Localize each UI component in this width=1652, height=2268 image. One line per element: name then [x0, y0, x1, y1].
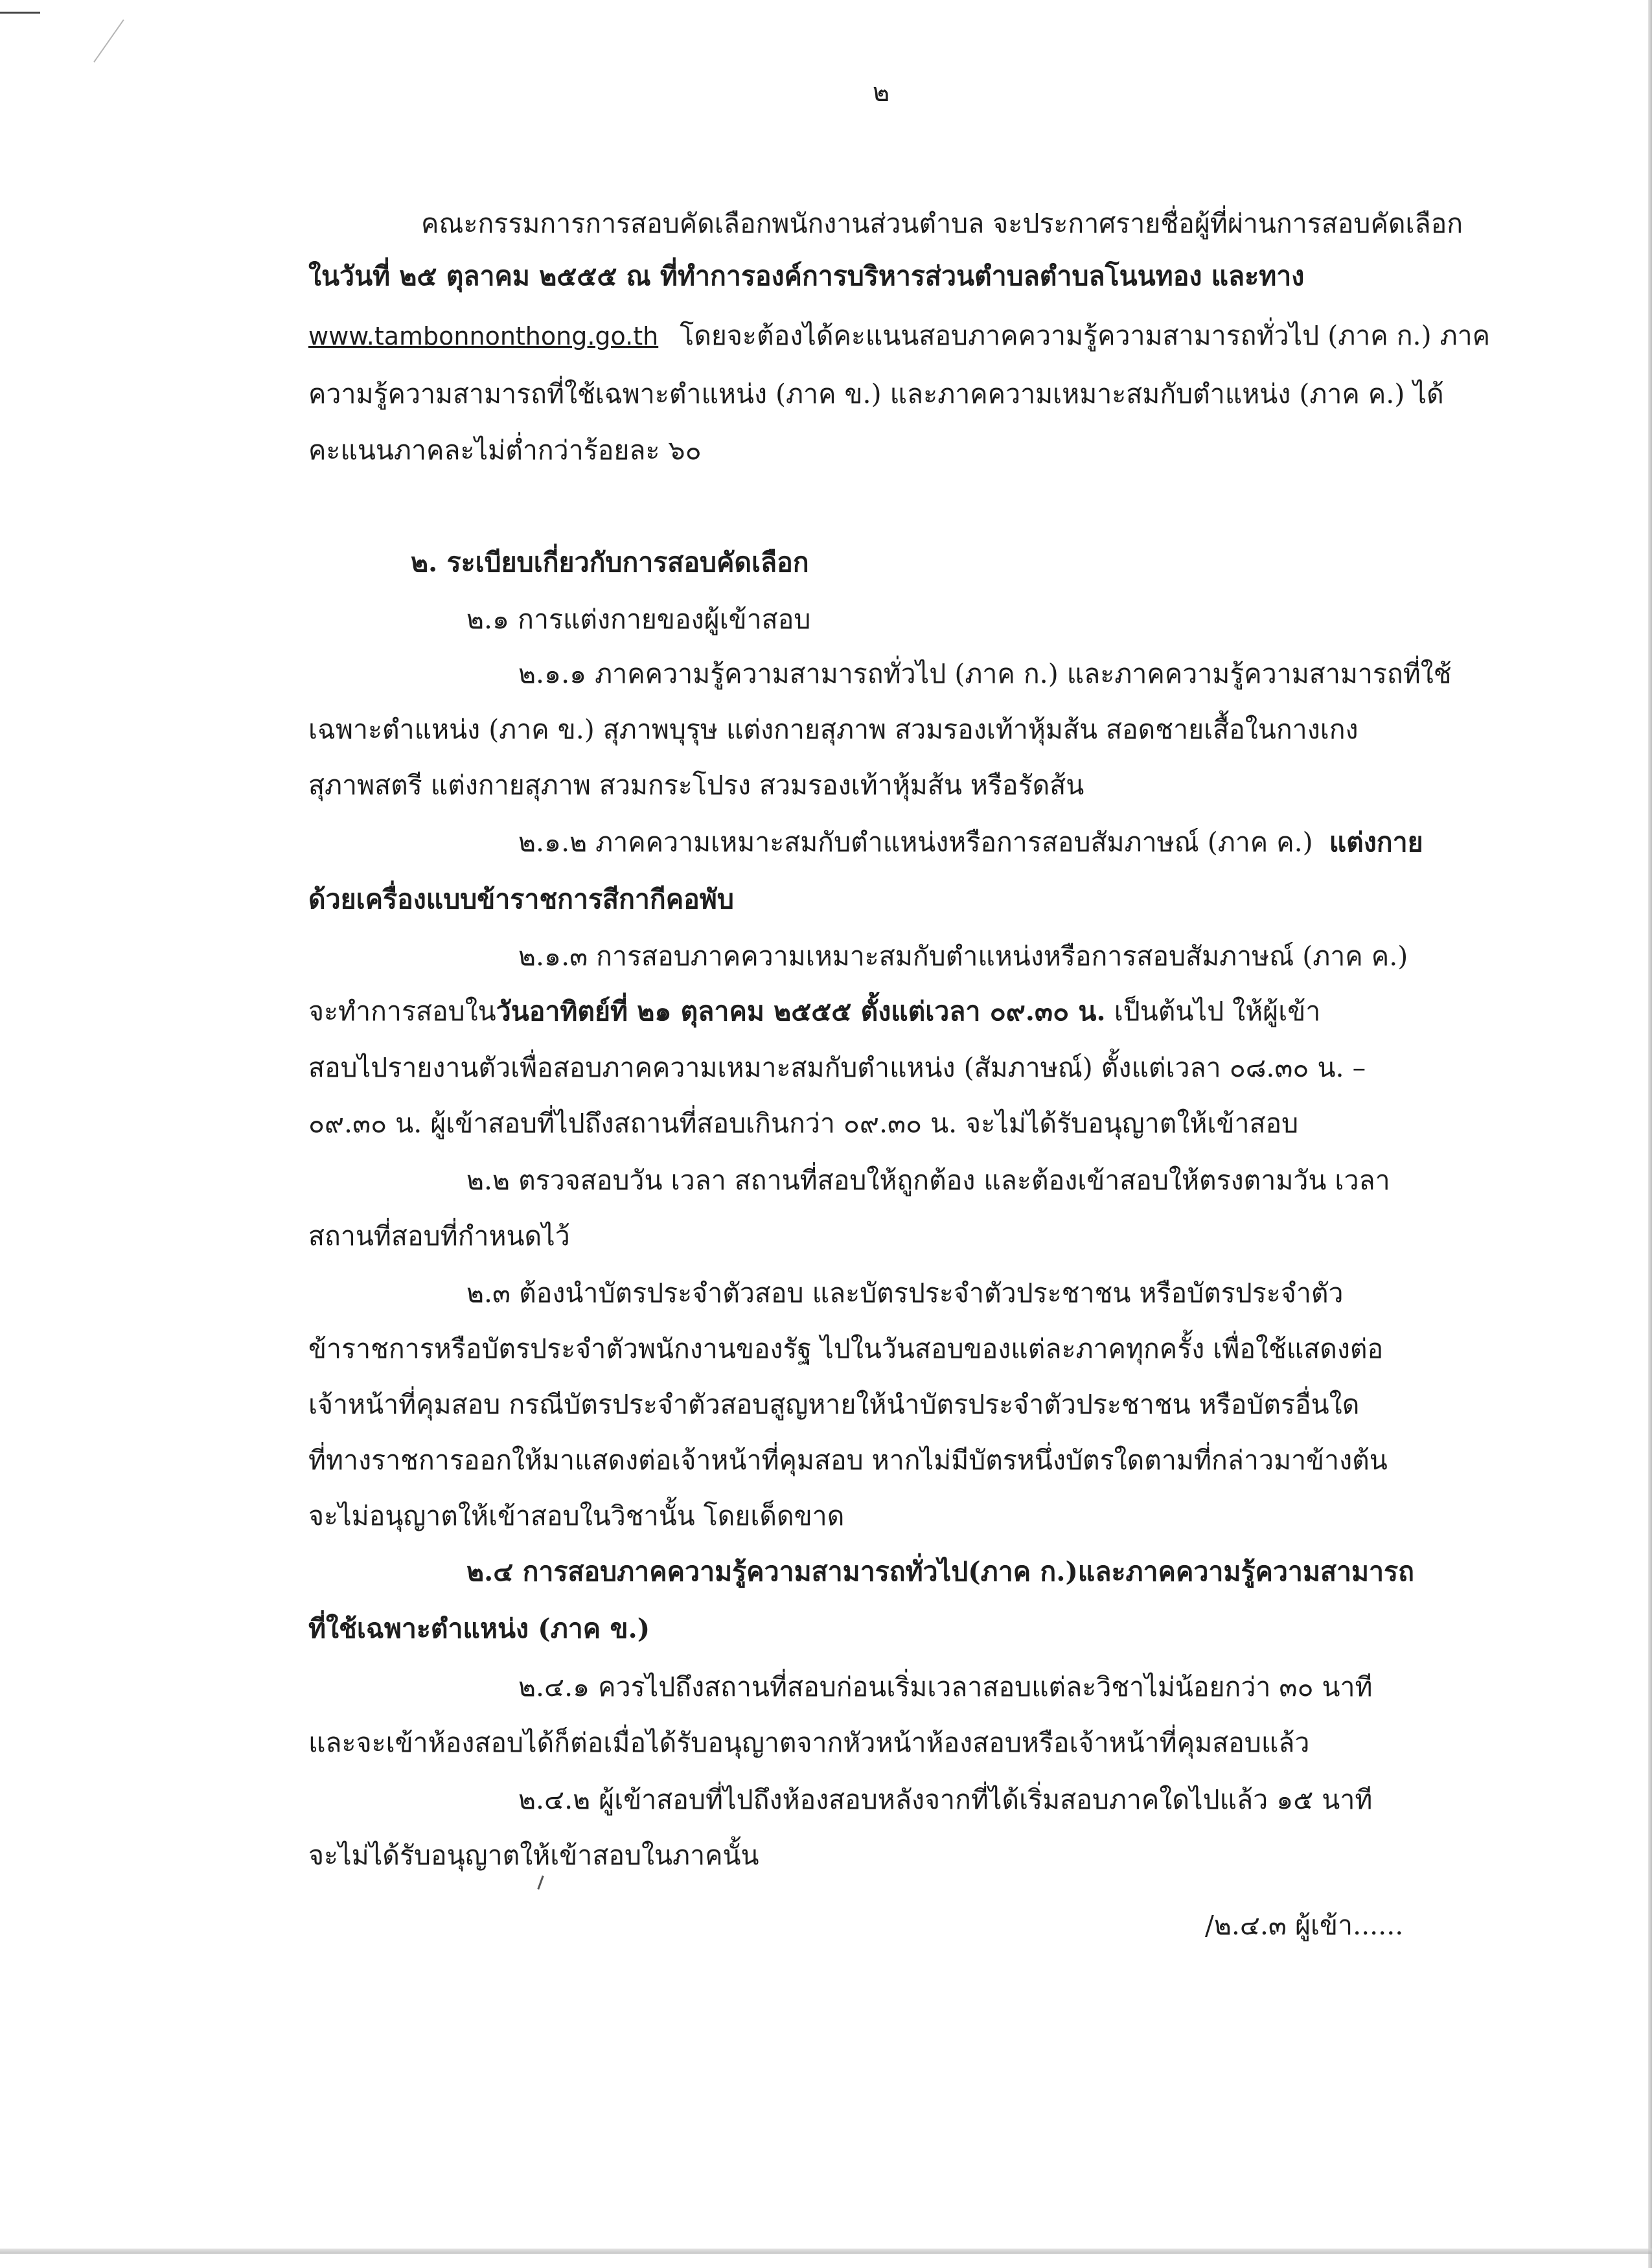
section-2-1-2-bold: แต่งกาย [1329, 827, 1423, 858]
intro-line-2: ในวันที่ ๒๕ ตุลาคม ๒๕๕๕ ณ ที่ทำการองค์การบริหารส่วนตำบลตำบลโนนทอง และทาง [308, 260, 1305, 292]
section-2-1-1-line-1: ๒.๑.๑ ภาคความรู้ความสามารถทั่วไป (ภาค ก.) และภาคความรู้ความสามารถที่ใช้ [518, 658, 1452, 689]
section-2-heading: ๒. ระเบียบเกี่ยวกับการสอบคัดเลือก [411, 547, 809, 578]
section-2-4-line-1: ๒.๔ การสอบภาคความรู้ความสามารถทั่วไป(ภาค ก.)และภาคความรู้ความสามารถ [466, 1556, 1414, 1587]
website-link[interactable]: www.tambonnonthong.go.th [308, 322, 659, 350]
scan-edge-bottom [0, 2249, 1652, 2254]
section-2-1-3-line-4: ๐๙.๓๐ น. ผู้เข้าสอบที่ไปถึงสถานที่สอบเกินกว่า ๐๙.๓๐ น. จะไม่ได้รับอนุญาตให้เข้าสอบ [308, 1108, 1299, 1139]
section-2-1-2-line-2: ด้วยเครื่องแบบข้าราชการสีกากีคอพับ [308, 884, 734, 915]
scan-edge-right [1648, 0, 1652, 2268]
intro-line-1: คณะกรรมการการสอบคัดเลือกพนักงานส่วนตำบล จะประกาศรายชื่อผู้ที่ผ่านการสอบคัดเลือก [421, 208, 1463, 239]
section-2-4-1-line-2: และจะเข้าห้องสอบได้ก็ต่อเมื่อได้รับอนุญาตจากหัวหน้าห้องสอบหรือเจ้าหน้าที่คุมสอบแล้ว [308, 1727, 1310, 1758]
section-2-4-2-line-2: จะไม่ได้รับอนุญาตให้เข้าสอบในภาคนั้น [308, 1840, 759, 1871]
section-2-3-line-2: ข้าราชการหรือบัตรประจำตัวพนักงานของรัฐ ไปในวันสอบของแต่ละภาคทุกครั้ง เพื่อใช้แสดงต่อ [308, 1333, 1384, 1364]
intro-line-4: ความรู้ความสามารถที่ใช้เฉพาะตำแหน่ง (ภาค ข.) และภาคความเหมาะสมกับตำแหน่ง (ภาค ค.) ได้ [308, 378, 1444, 409]
section-2-4-2-line-1: ๒.๔.๒ ผู้เข้าสอบที่ไปถึงห้องสอบหลังจากที่ได้เริ่มสอบภาคใดไปแล้ว ๑๕ นาที [518, 1784, 1373, 1815]
page-number: ๒ [872, 78, 890, 108]
scan-artifact-tick [537, 1875, 544, 1890]
section-2-1-1-line-3: สุภาพสตรี แต่งกายสุภาพ สวมกระโปรง สวมรองเท้าหุ้มส้น หรือรัดส้น [308, 770, 1084, 801]
section-2-2-line-2: สถานที่สอบที่กำหนดไว้ [308, 1220, 570, 1252]
section-2-3-line-4: ที่ทางราชการออกให้มาแสดงต่อเจ้าหน้าที่คุมสอบ หากไม่มีบัตรหนึ่งบัตรใดตามที่กล่าวมาข้างต้น [308, 1445, 1388, 1476]
section-2-1-3-line-1: ๒.๑.๓ การสอบภาคความเหมาะสมกับตำแหน่งหรือการสอบสัมภาษณ์ (ภาค ค.) [518, 941, 1408, 972]
section-2-1-3-line-2-a: จะทำการสอบใน [308, 996, 496, 1027]
intro-line-5: คะแนนภาคละไม่ต่ำกว่าร้อยละ ๖๐ [308, 435, 702, 466]
section-2-4-line-2: ที่ใช้เฉพาะตำแหน่ง (ภาค ข.) [308, 1613, 650, 1644]
section-2-3-line-3: เจ้าหน้าที่คุมสอบ กรณีบัตรประจำตัวสอบสูญหายให้นำบัตรประจำตัวประชาชน หรือบัตรอื่นใด [308, 1389, 1360, 1420]
section-2-4-1-line-1: ๒.๔.๑ ควรไปถึงสถานที่สอบก่อนเริ่มเวลาสอบแต่ละวิชาไม่น้อยกว่า ๓๐ นาที [518, 1671, 1373, 1702]
section-2-1-3-line-2 [308, 993, 1490, 1029]
section-2-1-3-line-2-bold: วันอาทิตย์ที่ ๒๑ ตุลาคม ๒๕๕๕ ตั้งแต่เวลา ๐๙.๓๐ น. [496, 996, 1106, 1027]
scan-artifact-top-line [0, 12, 40, 14]
section-2-1-2-line-1 [518, 824, 1458, 860]
section-2-3-line-5: จะไม่อนุญาตให้เข้าสอบในวิชานั้น โดยเด็ดขาด [308, 1500, 845, 1531]
continuation-reference: /๒.๔.๓ ผู้เข้า...... [1205, 1910, 1404, 1941]
intro-line-3-text: โดยจะต้องได้คะแนนสอบภาคความรู้ความสามารถทั่วไป (ภาค ก.) ภาค [680, 320, 1491, 351]
scan-artifact-slash [93, 19, 124, 63]
section-2-1-3-line-2-c: เป็นต้นไป ให้ผู้เข้า [1114, 996, 1321, 1027]
section-2-2-line-1: ๒.๒ ตรวจสอบวัน เวลา สถานที่สอบให้ถูกต้อง และต้องเข้าสอบให้ตรงตามวัน เวลา [466, 1165, 1390, 1196]
section-2-3-line-1: ๒.๓ ต้องนำบัตรประจำตัวสอบ และบัตรประจำตัวประชาชน หรือบัตรประจำตัว [466, 1277, 1344, 1309]
section-2-1-3-line-3: สอบไปรายงานตัวเพื่อสอบภาคความเหมาะสมกับตำแหน่ง (สัมภาษณ์) ตั้งแต่เวลา ๐๘.๓๐ น. – [308, 1052, 1366, 1083]
section-2-1-title: ๒.๑ การแต่งกายของผู้เข้าสอบ [466, 604, 811, 635]
section-2-1-2-text: ๒.๑.๒ ภาคความเหมาะสมกับตำแหน่งหรือการสอบสัมภาษณ์ (ภาค ค.) [518, 827, 1313, 858]
intro-line-3 [308, 317, 1490, 354]
section-2-1-1-line-2: เฉพาะตำแหน่ง (ภาค ข.) สุภาพบุรุษ แต่งกายสุภาพ สวมรองเท้าหุ้มส้น สอดชายเสื้อในกางเกง [308, 714, 1359, 745]
